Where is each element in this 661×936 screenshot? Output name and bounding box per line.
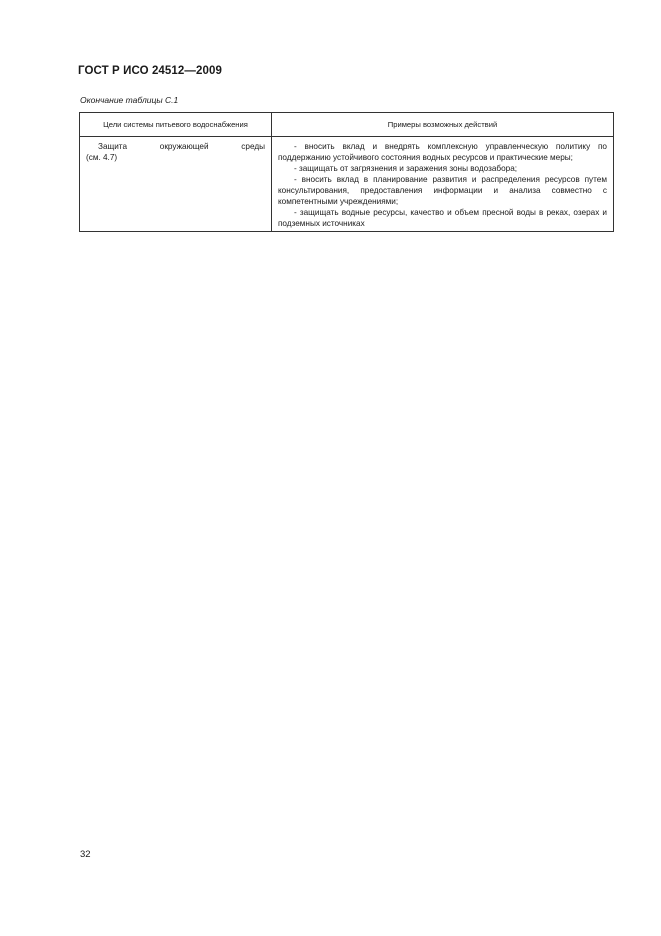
action-item: - вносить вклад и внедрять комплексную управленческую политику по поддержанию устойчивого состояния водных ресурсов и практические меры;: [278, 142, 607, 162]
column-header-actions: Примеры возможных действий: [272, 113, 614, 137]
table-row: [80, 137, 614, 232]
table-header-row: [80, 113, 614, 137]
goal-reference: (см. 4.7): [86, 153, 118, 162]
goal-word: среды: [241, 142, 265, 151]
goals-actions-table: [79, 112, 614, 232]
goal-title: [86, 141, 265, 152]
document-title: ГОСТ Р ИСО 24512—2009: [78, 65, 223, 77]
table-caption: Окончание таблицы С.1: [80, 95, 179, 105]
page-number: 32: [80, 849, 91, 860]
action-item: - защищать от загрязнения и заражения зоны водозабора;: [294, 164, 518, 173]
action-item: - вносить вклад в планирование развития и распределения ресурсов путем консультирования, предоставления информации и анализа совместно с компетентными учреждениями;: [278, 175, 607, 206]
column-header-goals: Цели системы питьевого водоснабжения: [80, 113, 272, 137]
goal-word: Защита: [98, 142, 128, 151]
actions-cell: [272, 137, 614, 232]
goal-word: окружающей: [159, 142, 209, 151]
goal-cell: [80, 137, 272, 232]
action-item: - защищать водные ресурсы, качество и объем пресной воды в реках, озерах и подземных источниках: [278, 208, 607, 228]
